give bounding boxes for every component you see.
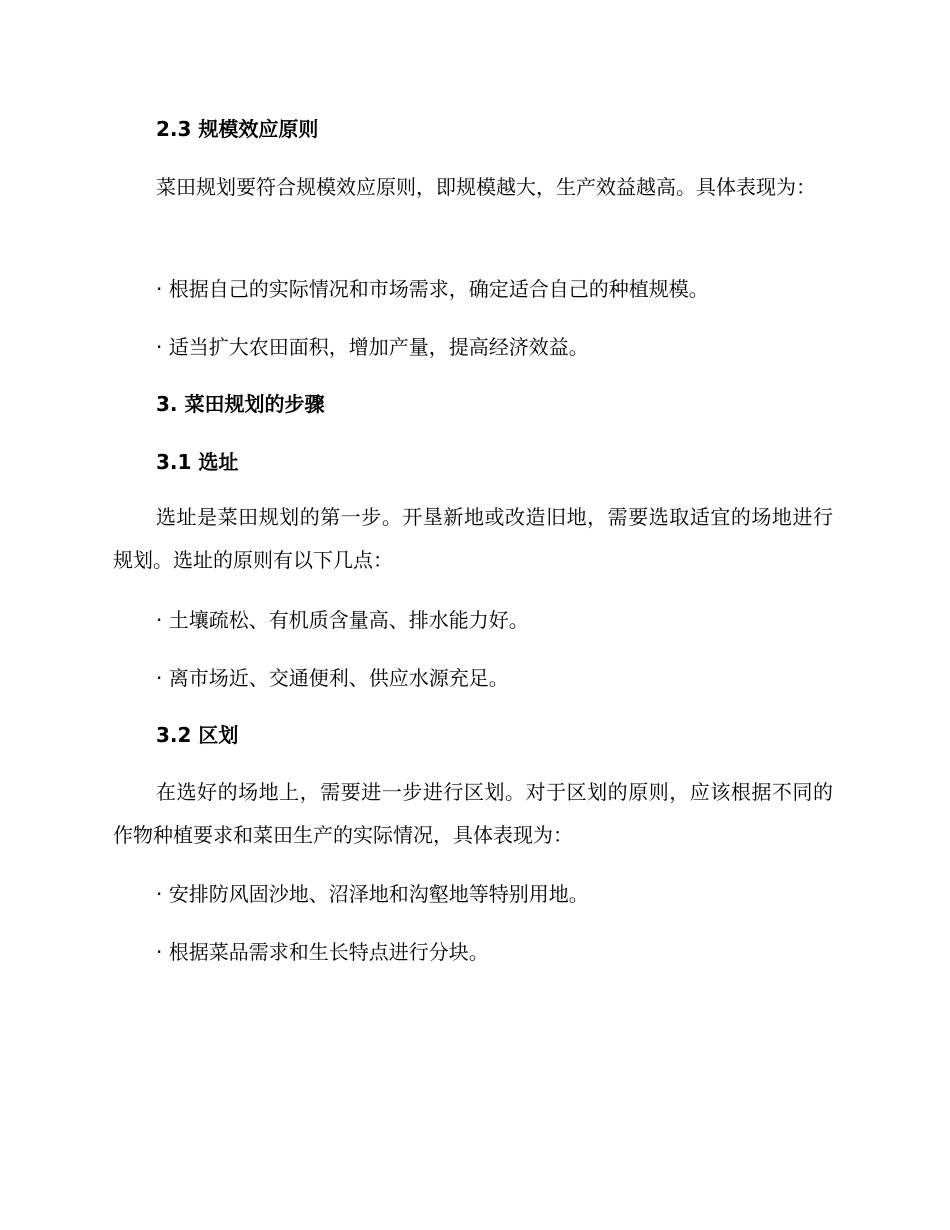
bullet-item: · 离市场近、交通便利、供应水源充足。	[156, 666, 509, 690]
bullet-item: · 适当扩大农田面积，增加产量，提高经济效益。	[156, 335, 589, 359]
bullet-item: · 安排防风固沙地、沼泽地和沟壑地等特别用地。	[156, 882, 589, 906]
section-heading-3-2: 3.2 区划	[156, 723, 239, 747]
bullet-item: · 土壤疏松、有机质含量高、排水能力好。	[156, 608, 529, 632]
section-heading-3-1: 3.1 选址	[156, 450, 239, 474]
paragraph-3-1: 选址是菜田规划的第一步。开垦新地或改造旧地，需要选取适宜的场地进行规划。选址的原则有以下几点：	[113, 505, 833, 572]
paragraph-2-3: 菜田规划要符合规模效应原则，即规模越大，生产效益越高。具体表现为：	[156, 175, 816, 199]
bullet-item: · 根据自己的实际情况和市场需求，确定适合自己的种植规模。	[156, 277, 709, 301]
section-heading-3: 3. 菜田规划的步骤	[156, 392, 325, 416]
bullet-item: · 根据菜品需求和生长特点进行分块。	[156, 940, 489, 964]
section-heading-2-3: 2.3 规模效应原则	[156, 117, 319, 141]
paragraph-3-2: 在选好的场地上，需要进一步进行区划。对于区划的原则，应该根据不同的作物种植要求和菜田生产的实际情况，具体表现为：	[113, 780, 833, 847]
